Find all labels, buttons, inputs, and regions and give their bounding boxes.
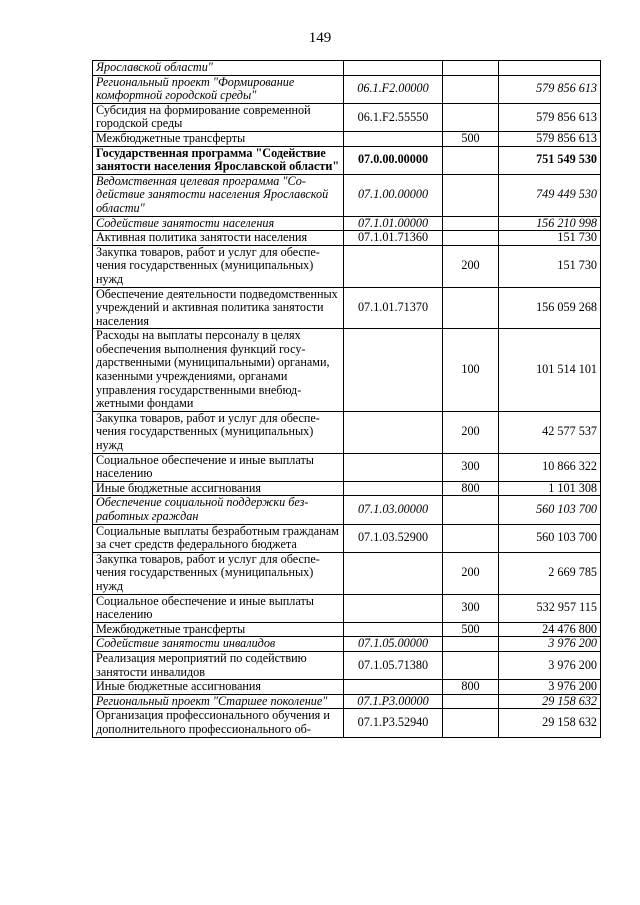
row-amount-cell: 3 976 200 [499, 680, 601, 695]
budget-table-body [93, 61, 601, 738]
row-name-cell: Межбюджетные трансферты [93, 622, 344, 637]
row-expense-type-cell [443, 75, 499, 103]
row-name-cell: Региональный проект "Формирование комфортной городской среды" [93, 75, 344, 103]
row-code-cell: 07.0.00.00000 [344, 146, 443, 174]
row-name-cell: Региональный проект "Старшее поколение" [93, 694, 344, 709]
row-code-cell: 07.1.P3.00000 [344, 694, 443, 709]
row-expense-type-cell: 300 [443, 594, 499, 622]
row-name-cell: Иные бюджетные ассигнования [93, 481, 344, 496]
row-expense-type-cell [443, 637, 499, 652]
table-row [93, 481, 601, 496]
table-row [93, 651, 601, 679]
row-expense-type-cell [443, 651, 499, 679]
row-amount-cell: 751 549 530 [499, 146, 601, 174]
row-amount-cell: 532 957 115 [499, 594, 601, 622]
table-row [93, 287, 601, 329]
row-amount-cell: 579 856 613 [499, 103, 601, 131]
row-expense-type-cell: 500 [443, 131, 499, 146]
row-expense-type-cell: 800 [443, 481, 499, 496]
row-expense-type-cell [443, 231, 499, 246]
table-row [93, 524, 601, 552]
row-code-cell [344, 61, 443, 76]
row-code-cell [344, 411, 443, 453]
row-expense-type-cell: 200 [443, 552, 499, 594]
table-row [93, 552, 601, 594]
table-row [93, 709, 601, 737]
row-name-cell: Социальные выплаты безработным гражданам за счет средств федерального бюджета [93, 524, 344, 552]
row-code-cell [344, 481, 443, 496]
row-code-cell: 07.1.01.00000 [344, 216, 443, 231]
row-amount-cell: 560 103 700 [499, 496, 601, 524]
page-number: 149 [308, 30, 332, 46]
row-code-cell [344, 329, 443, 412]
row-amount-cell: 3 976 200 [499, 637, 601, 652]
row-expense-type-cell [443, 694, 499, 709]
row-name-cell: Закупка товаров, работ и услуг для обеспечения государственных (муниципальных) нужд [93, 245, 344, 287]
table-row [93, 61, 601, 76]
table-row [93, 594, 601, 622]
row-amount-cell: 749 449 530 [499, 174, 601, 216]
table-row [93, 411, 601, 453]
row-amount-cell: 560 103 700 [499, 524, 601, 552]
row-code-cell [344, 245, 443, 287]
row-code-cell: 07.1.03.00000 [344, 496, 443, 524]
row-name-cell: Государственная программа "Содействие занятости населения Ярославской области" [93, 146, 344, 174]
table-row [93, 680, 601, 695]
row-name-cell: Ведомственная целевая программа "Содействие занятости населения Ярославской области" [93, 174, 344, 216]
row-name-cell: Субсидия на формирование современной городской среды [93, 103, 344, 131]
row-expense-type-cell: 100 [443, 329, 499, 412]
table-row [93, 103, 601, 131]
row-expense-type-cell [443, 216, 499, 231]
row-code-cell: 07.1.03.52900 [344, 524, 443, 552]
row-expense-type-cell [443, 496, 499, 524]
row-name-cell: Обеспечение деятельности подведомственных учреждений и активная политика занятости населения [93, 287, 344, 329]
row-amount-cell [499, 61, 601, 76]
row-name-cell: Социальное обеспечение и иные выплаты населению [93, 594, 344, 622]
table-row [93, 75, 601, 103]
row-expense-type-cell [443, 103, 499, 131]
row-amount-cell: 151 730 [499, 245, 601, 287]
row-name-cell: Активная политика занятости населения [93, 231, 344, 246]
table-row [93, 231, 601, 246]
table-row [93, 622, 601, 637]
row-expense-type-cell: 200 [443, 411, 499, 453]
row-amount-cell: 156 059 268 [499, 287, 601, 329]
row-amount-cell: 151 730 [499, 231, 601, 246]
table-row [93, 146, 601, 174]
row-name-cell: Содействие занятости населения [93, 216, 344, 231]
row-code-cell: 06.1.F2.55550 [344, 103, 443, 131]
row-name-cell: Межбюджетные трансферты [93, 131, 344, 146]
row-code-cell: 07.1.00.00000 [344, 174, 443, 216]
table-row [93, 637, 601, 652]
row-expense-type-cell [443, 146, 499, 174]
row-name-cell: Организация профессионального обучения и дополнительного профессионального об- [93, 709, 344, 737]
table-row [93, 131, 601, 146]
row-name-cell: Реализация мероприятий по содействию занятости инвалидов [93, 651, 344, 679]
row-amount-cell: 1 101 308 [499, 481, 601, 496]
row-code-cell: 06.1.F2.00000 [344, 75, 443, 103]
row-amount-cell: 29 158 632 [499, 694, 601, 709]
row-amount-cell: 3 976 200 [499, 651, 601, 679]
row-code-cell [344, 594, 443, 622]
row-code-cell: 07.1.01.71360 [344, 231, 443, 246]
row-amount-cell: 29 158 632 [499, 709, 601, 737]
row-amount-cell: 42 577 537 [499, 411, 601, 453]
row-code-cell: 07.1.P3.52940 [344, 709, 443, 737]
row-expense-type-cell: 500 [443, 622, 499, 637]
table-row [93, 174, 601, 216]
row-name-cell: Социальное обеспечение и иные выплаты населению [93, 453, 344, 481]
row-expense-type-cell: 800 [443, 680, 499, 695]
row-name-cell: Закупка товаров, работ и услуг для обеспечения государственных (муниципальных) нужд [93, 411, 344, 453]
row-code-cell [344, 453, 443, 481]
row-code-cell [344, 552, 443, 594]
row-code-cell [344, 131, 443, 146]
table-row [93, 245, 601, 287]
row-code-cell [344, 622, 443, 637]
row-code-cell: 07.1.05.71380 [344, 651, 443, 679]
row-code-cell [344, 680, 443, 695]
budget-table [92, 60, 601, 738]
row-code-cell: 07.1.05.00000 [344, 637, 443, 652]
row-expense-type-cell: 300 [443, 453, 499, 481]
row-amount-cell: 24 476 800 [499, 622, 601, 637]
row-amount-cell: 2 669 785 [499, 552, 601, 594]
row-amount-cell: 579 856 613 [499, 131, 601, 146]
row-code-cell: 07.1.01.71370 [344, 287, 443, 329]
row-expense-type-cell [443, 287, 499, 329]
row-expense-type-cell [443, 709, 499, 737]
row-name-cell: Закупка товаров, работ и услуг для обеспечения государственных (муниципальных) нужд [93, 552, 344, 594]
table-row [93, 216, 601, 231]
row-expense-type-cell: 200 [443, 245, 499, 287]
table-row [93, 329, 601, 412]
row-expense-type-cell [443, 61, 499, 76]
row-name-cell: Содействие занятости инвалидов [93, 637, 344, 652]
row-name-cell: Ярославской области" [93, 61, 344, 76]
row-name-cell: Расходы на выплаты персоналу в целях обеспечения выполнения функций государственными (муниципальными) органами, казенными учреждениями, органами управления государственными внебюджетными фондами [93, 329, 344, 412]
table-row [93, 694, 601, 709]
row-amount-cell: 156 210 998 [499, 216, 601, 231]
row-amount-cell: 10 866 322 [499, 453, 601, 481]
row-amount-cell: 579 856 613 [499, 75, 601, 103]
table-row [93, 453, 601, 481]
row-expense-type-cell [443, 524, 499, 552]
table-row [93, 496, 601, 524]
row-expense-type-cell [443, 174, 499, 216]
row-name-cell: Обеспечение социальной поддержки безработных граждан [93, 496, 344, 524]
row-name-cell: Иные бюджетные ассигнования [93, 680, 344, 695]
row-amount-cell: 101 514 101 [499, 329, 601, 412]
